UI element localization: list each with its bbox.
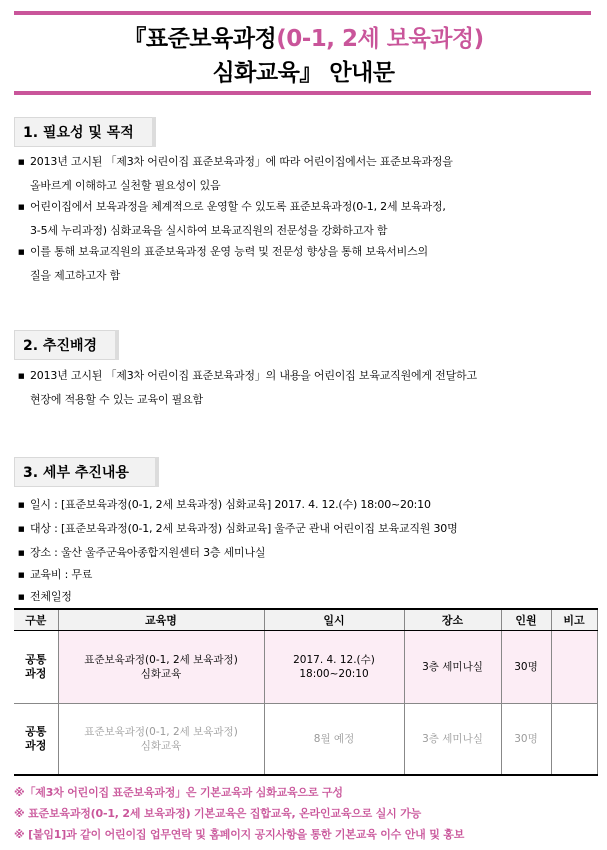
title-pink: (0-1, 2세 보육과정) xyxy=(276,26,484,52)
section1-heading: 1. 필요성 및 목적 xyxy=(14,117,156,147)
date-cell: 8월 예정 xyxy=(264,704,404,776)
col-header: 구분 xyxy=(14,609,58,631)
text-line: 2013년 고시된 「제3차 어린이집 표준보육과정」에 따라 어린이집에서는 표준보육과정을 xyxy=(30,155,453,168)
bullet-icon: ■ xyxy=(18,372,25,380)
section1-item xyxy=(18,195,596,243)
category-cell: 공통 과정 xyxy=(14,704,58,776)
text-line: 2013년 고시된 「제3차 어린이집 표준보육과정」의 내용을 어린이집 보육교직원에게 전달하고 xyxy=(30,369,477,382)
section3-heading: 3. 세부 추진내용 xyxy=(14,457,159,487)
text-line: 이를 통해 보육교직원의 표준보육과정 운영 능력 및 전문성 향상을 통해 보육서비스의 xyxy=(30,245,428,258)
footnote: ※ 표준보육과정(0-1, 2세 보육과정) 기본교육은 집합교육, 온라인교육으로 실시 가능 xyxy=(14,807,422,820)
top-rule xyxy=(14,11,591,15)
footnote: ※「제3차 어린이집 표준보육과정」은 기본교육과 심화교육으로 구성 xyxy=(14,786,343,799)
bullet-icon: ■ xyxy=(18,549,25,557)
table-row xyxy=(14,704,597,776)
category-cell: 공통 과정 xyxy=(14,631,58,704)
schedule-table xyxy=(14,608,598,776)
place-cell: 3층 세미나실 xyxy=(404,631,501,704)
count-cell: 30명 xyxy=(501,631,551,704)
bullet-icon: ■ xyxy=(18,571,25,579)
footnote: ※ [붙임1]과 같이 어린이집 업무연락 및 홈페이지 공지사항을 통한 기본교육 이수 안내 및 홍보 xyxy=(14,828,465,841)
detail-place: ■ 장소 : 울산 울주군육아종합지원센터 3층 세미나실 xyxy=(30,541,265,565)
section1-item xyxy=(18,240,596,288)
bullet-icon: ■ xyxy=(18,203,25,211)
bullet-icon: ■ xyxy=(18,501,25,509)
text-line: 질을 제고하고자 함 xyxy=(30,269,121,282)
bullet-icon: ■ xyxy=(18,525,25,533)
bullet-icon: ■ xyxy=(18,593,25,601)
section1-item xyxy=(18,150,596,198)
text-line: 현장에 적용할 수 있는 교육이 필요함 xyxy=(30,393,203,406)
course-name-cell: 표준보육과정(0-1, 2세 보육과정) 심화교육 xyxy=(58,631,264,704)
text-line: 올바르게 이해하고 실천할 필요성이 있음 xyxy=(30,179,221,192)
col-header: 비고 xyxy=(551,609,597,631)
text-line: 어린이집에서 보육과정을 체계적으로 운영할 수 있도록 표준보육과정(0-1, 2세 보육과정, xyxy=(30,200,446,213)
table-row xyxy=(14,631,597,704)
page-title xyxy=(0,24,607,54)
col-header: 교육명 xyxy=(58,609,264,631)
text-line: 3-5세 누리과정) 심화교육을 실시하여 보육교직원의 전문성을 강화하고자 함 xyxy=(30,224,388,237)
detail-schedule-label: ■ 전체일정 xyxy=(30,585,72,609)
title-bottom-rule xyxy=(14,91,591,95)
detail-fee: ■ 교육비 : 무료 xyxy=(30,563,92,587)
page-title-line2: 심화교육』 안내문 xyxy=(212,60,395,86)
course-name-cell: 표준보육과정(0-1, 2세 보육과정) 심화교육 xyxy=(58,704,264,776)
table-header-row xyxy=(14,609,597,631)
place-cell: 3층 세미나실 xyxy=(404,704,501,776)
note-cell xyxy=(551,704,597,776)
col-header: 인원 xyxy=(501,609,551,631)
bullet-icon: ■ xyxy=(18,158,25,166)
col-header: 일시 xyxy=(264,609,404,631)
detail-date: ■ 일시 : [표준보육과정(0-1, 2세 보육과정) 심화교육] 2017. 4. 12.(수) 18:00~20:10 xyxy=(30,493,431,517)
detail-target: ■ 대상 : [표준보육과정(0-1, 2세 보육과정) 심화교육] 울주군 관내 어린이집 보육교직원 30명 xyxy=(30,517,458,541)
count-cell: 30명 xyxy=(501,704,551,776)
date-cell: 2017. 4. 12.(수) 18:00~20:10 xyxy=(264,631,404,704)
section2-heading: 2. 추진배경 xyxy=(14,330,119,360)
col-header: 장소 xyxy=(404,609,501,631)
section2-item xyxy=(18,364,596,412)
bullet-icon: ■ xyxy=(18,248,25,256)
title-part1: 『표준보육과정 xyxy=(123,26,277,52)
note-cell xyxy=(551,631,597,704)
